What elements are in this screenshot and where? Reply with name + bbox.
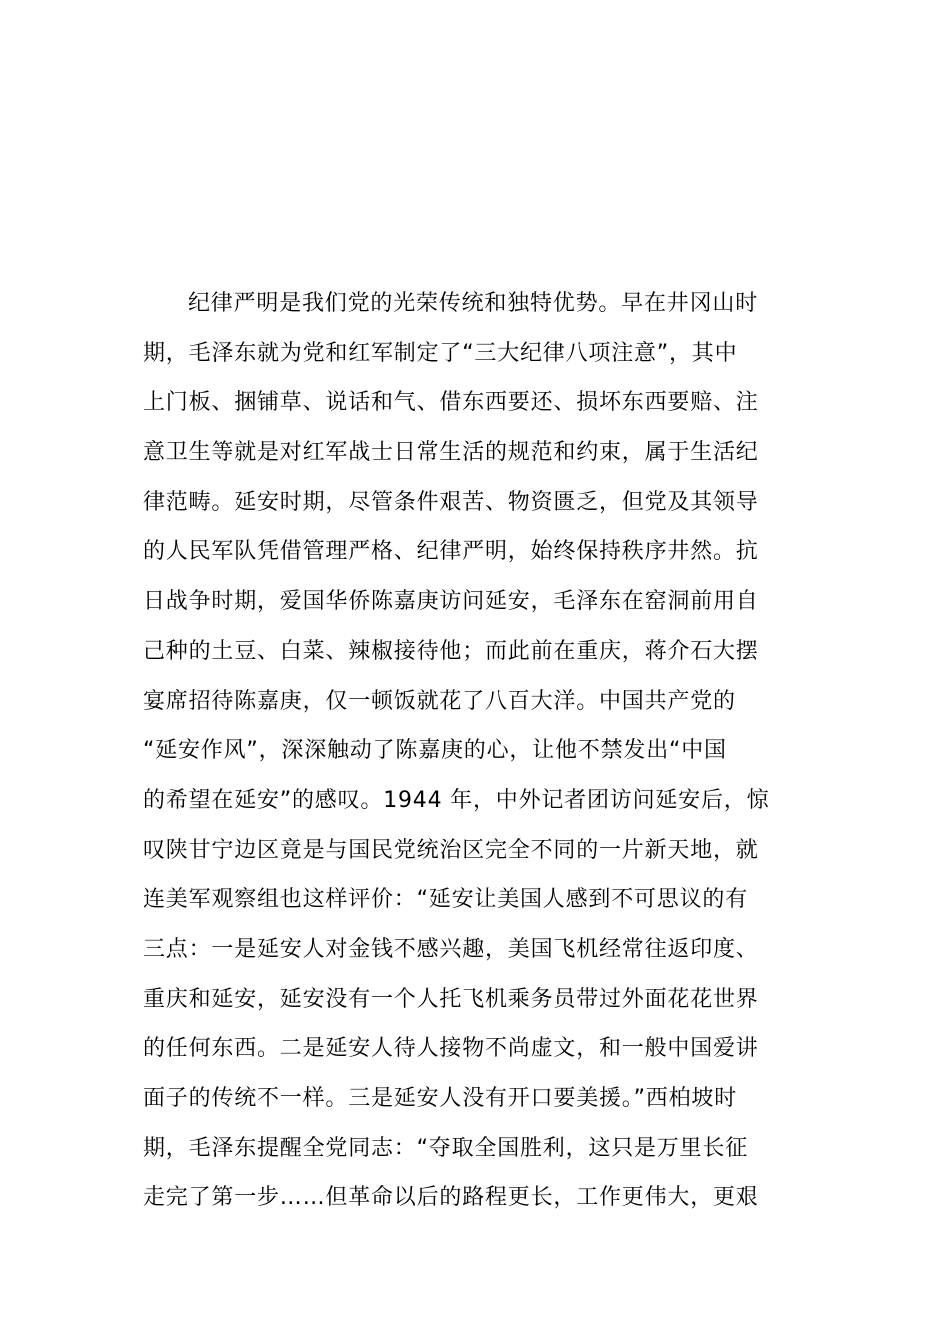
text-line: 己种的土豆、白菜、辣椒接待他；而此前在重庆，蒋介石大摆 [143,638,759,664]
text-line: 面子的传统不一样。三是延安人没有开口要美援。”西柏坡时 [143,1086,737,1111]
text-line: 连美军观察组也这样评价：“延安让美国人感到不可思议的有 [143,887,748,913]
text-line: 重庆和延安，延安没有一个人托飞机乘务员带过外面花花世界 [143,986,759,1012]
text-line: 期，毛泽东提醒全党同志：“夺取全国胜利，这只是万里长征 [143,1135,748,1161]
text-line: 日战争时期，爱国华侨陈嘉庚访问延安，毛泽东在窑洞前用自 [143,589,759,615]
text-line: 的人民军队凭借管理严格、纪律严明，始终保持秩序井然。抗 [143,539,759,565]
text-line: 意卫生等就是对红军战士日常生活的规范和约束，属于生活纪 [143,440,759,466]
text-line: “延安作风”，深深触动了陈嘉庚的心，让他不禁发出“中国 [143,738,727,764]
text-line: 期，毛泽东就为党和红军制定了“三大纪律八项注意”，其中 [143,340,738,366]
body-paragraph [143,279,813,1223]
text-line: 的希望在延安”的感叹。1944 年，中外记者团访问延安后，惊 [143,787,770,813]
text-line: 上门板、捆铺草、说话和气、借东西要还、损坏东西要赔、注 [143,390,759,416]
text-line: 纪律严明是我们党的光荣传统和独特优势。早在井冈山时 [188,291,759,316]
text-line: 宴席招待陈嘉庚，仅一顿饭就花了八百大洋。中国共产党的 [143,688,736,714]
text-line: 律范畴。延安时期，尽管条件艰苦、物资匮乏，但党及其领导 [143,489,759,515]
text-line: 走完了第一步……但革命以后的路程更长，工作更伟大，更艰 [143,1185,759,1211]
text-line: 三点：一是延安人对金钱不感兴趣，美国飞机经常往返印度、 [143,936,759,962]
text-line: 的任何东西。二是延安人待人接物不尚虚文，和一般中国爱讲 [143,1036,759,1062]
text-line: 叹陕甘宁边区竟是与国民党统治区完全不同的一片新天地，就 [143,837,759,863]
